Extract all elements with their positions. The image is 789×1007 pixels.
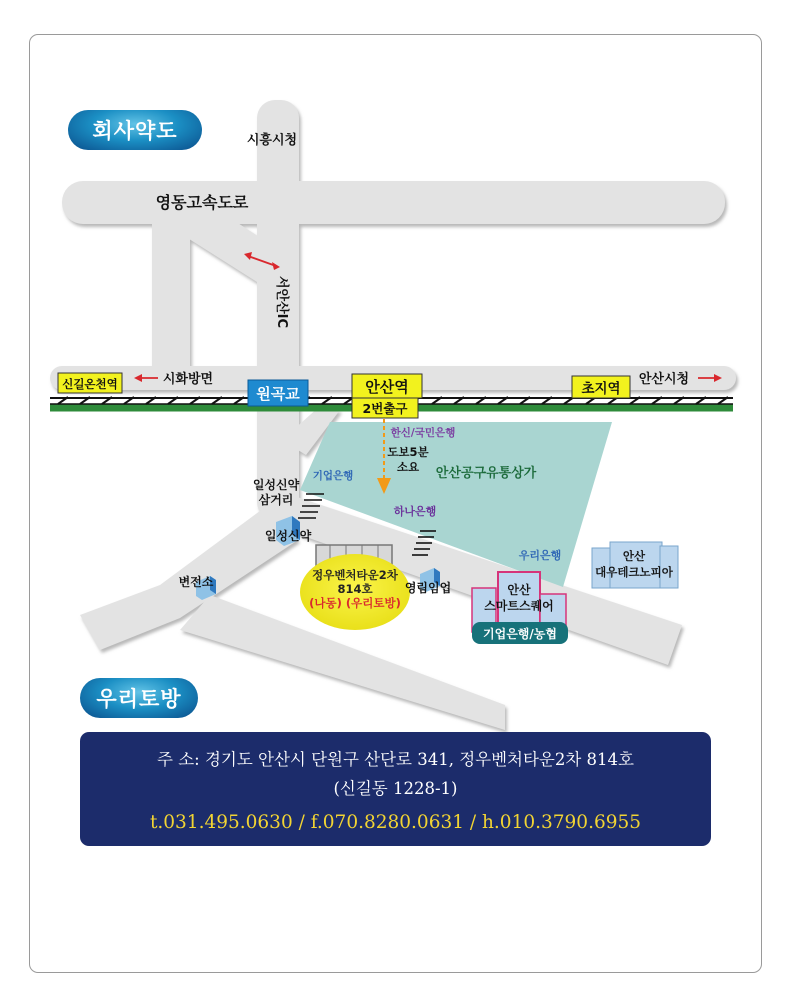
address-line-2: (신길동 1228-1)	[333, 779, 458, 798]
label-siheung-cityhall: 시흥시청	[246, 133, 298, 148]
label-choji-station: 초지역	[581, 381, 621, 397]
label-woori-bank: 우리은행	[518, 549, 562, 562]
label-seoan-sanic: 서안산IC	[274, 275, 289, 329]
company-badge: 우리토방	[80, 678, 198, 718]
label-ansan-cityhall: 안산시청	[638, 372, 690, 387]
label-smart-banks: 기업은행/농협	[483, 627, 557, 641]
label-mall: 안산공구유통상가	[435, 466, 537, 481]
label-daewoo-1: 안산	[622, 549, 646, 563]
label-singil-station: 신길온천역	[62, 377, 118, 391]
contact-line: t.031.495.0630 / f.070.8280.0631 / h.010.3790.6955	[149, 812, 642, 833]
label-ilseong: 일성신약	[264, 529, 312, 543]
label-ansan-station: 안산역	[365, 378, 409, 396]
label-target-1: 정우벤처타운2차	[312, 568, 398, 582]
label-substation: 변전소	[178, 575, 214, 589]
label-yeongdong-expressway: 영동고속도로	[155, 193, 249, 212]
label-smart-square-1: 안산	[507, 583, 531, 597]
label-sihwa-direction: 시화방면	[162, 372, 214, 387]
label-daewoo-2: 대우테크노피아	[595, 565, 673, 579]
label-walk-2: 소요	[396, 460, 420, 474]
label-target-2: 814호	[337, 582, 373, 596]
label-hanshin-kookmin: 한신/국민은행	[390, 427, 456, 439]
label-yeongrim: 영림임업	[404, 581, 452, 595]
label-exit2: 2번출구	[362, 401, 408, 416]
label-ilseong-3way-1: 일성신약	[252, 478, 300, 492]
label-hana-bank: 하나은행	[393, 505, 437, 518]
label-walk-1: 도보5분	[387, 445, 429, 459]
info-box	[80, 732, 711, 846]
label-target-3: (나동) (우리토방)	[309, 596, 401, 610]
label-smart-square-2: 스마트스퀘어	[484, 599, 554, 613]
address-line-1: 주 소: 경기도 안산시 단원구 산단로 341, 정우벤처타운2차 814호	[157, 750, 634, 769]
label-ilseong-3way-2: 삼거리	[258, 493, 294, 507]
title-badge: 회사약도	[68, 110, 202, 150]
label-ibk-bank: 기업은행	[312, 470, 354, 482]
label-wongokgyo: 원곡교	[256, 385, 300, 403]
